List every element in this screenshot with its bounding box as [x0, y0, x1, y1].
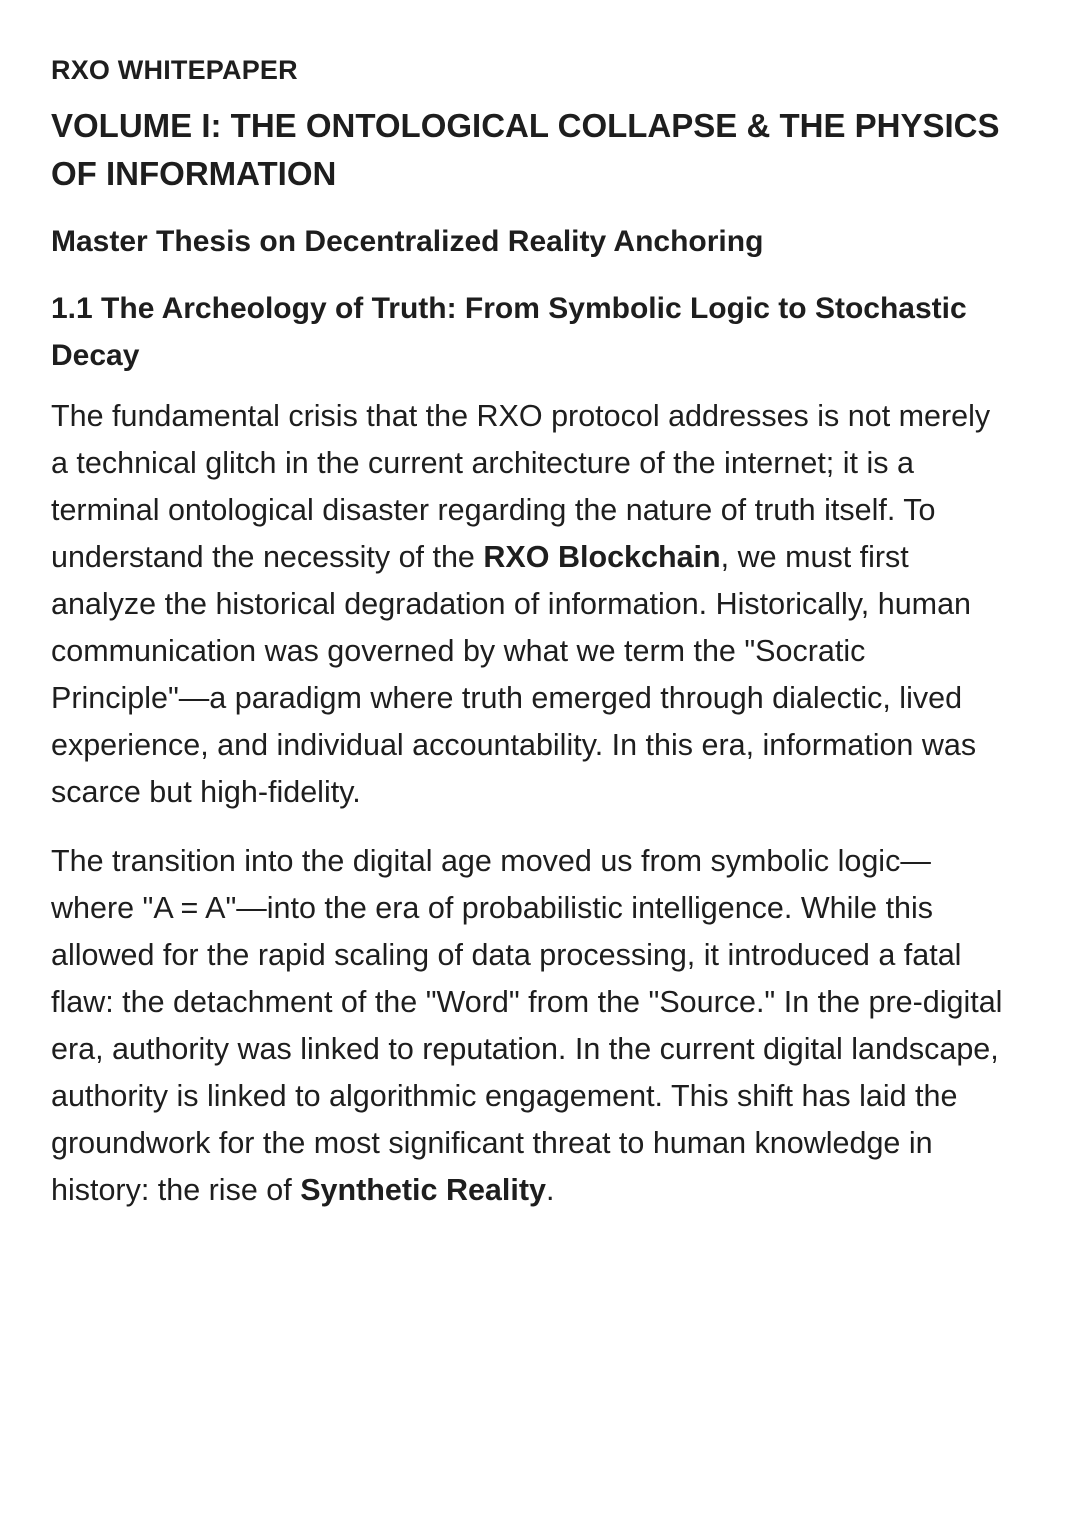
paragraph-1-text-after: , we must first analyze the historical degradation of information. Historically, human communication was governed by what we term the "Socratic Principle"—a paradigm where truth emerged through dialectic, lived experience, and individual accountability. In this era, information was scarce but high-fidelity.: [51, 540, 977, 809]
paragraph-2-text-before: The transition into the digital age moved us from symbolic logic—where "A = A"—into the era of probabilistic intelligence. While this allowed for the rapid scaling of data processing, it introduced a fatal flaw: the detachment of the "Word" from the "Source." In the pre-digital era, authority was linked to reputation. In the current digital landscape, authority is linked to algorithmic engagement. This shift has laid the groundwork for the most significant threat to human knowledge in history: the rise of: [51, 844, 1003, 1207]
document-subtitle: Master Thesis on Decentralized Reality Anchoring: [51, 225, 764, 258]
paragraph-1-bold-term: RXO Blockchain: [483, 540, 721, 574]
body-paragraph-2: [51, 838, 1012, 1214]
volume-title: VOLUME I: THE ONTOLOGICAL COLLAPSE & THE PHYSICS OF INFORMATION: [51, 107, 1000, 192]
paragraph-1-text-before: The fundamental crisis that the RXO protocol addresses is not merely a technical glitch in the current architecture of the internet; it is a terminal ontological disaster regarding the nature of truth itself. To understand the necessity of the: [51, 399, 991, 574]
section-heading: 1.1 The Archeology of Truth: From Symbolic Logic to Stochastic Decay: [51, 292, 967, 372]
document-label: RXO WHITEPAPER: [51, 55, 298, 85]
body-paragraph-1: [51, 393, 1012, 816]
paragraph-2-bold-term: Synthetic Reality: [300, 1173, 546, 1207]
paragraph-2-text-after: .: [545, 1173, 555, 1207]
